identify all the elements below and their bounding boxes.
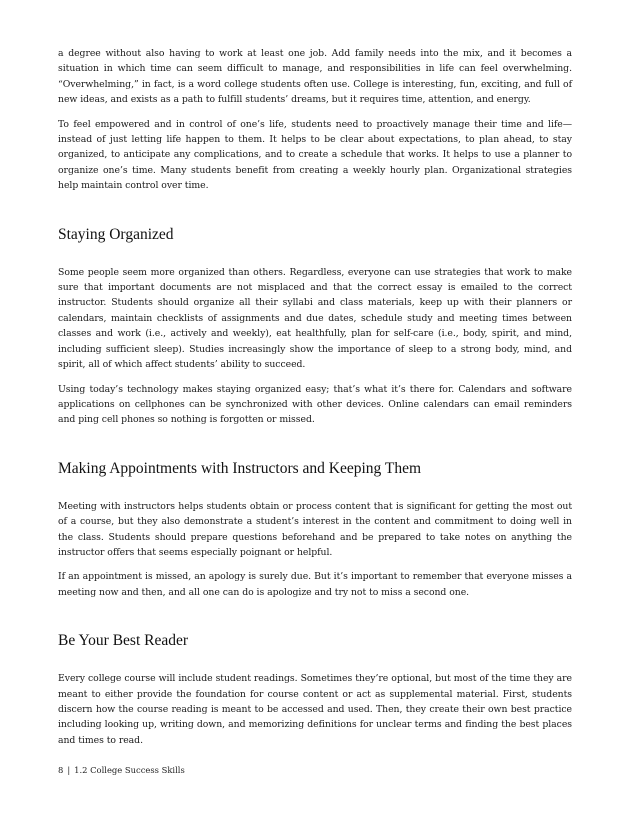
section-heading-best-reader: Be Your Best Reader (58, 632, 189, 650)
intro-paragraph-2: To feel empowered and in control of one’s life, students need to proactively manage their time and life—instead of just letting life happen to them. It helps to be clear about expectations, to plan ahead, to stay organized, to anticipate any complications, and to create a schedule that works. It helps to use a planner to organize one’s time. Many students benefit from creating a weekly hourly plan. Organizational strategies help maintain control over time. (58, 118, 572, 192)
section-heading-staying-organized: Staying Organized (58, 225, 174, 243)
making-appointments-paragraph-2: If an appointment is missed, an apology is surely due. But it’s important to remember that everyone misses a meeting now and then, and all one can do is apologize and try not to miss a second one. (58, 571, 572, 598)
section-heading-making-appointments: Making Appointments with Instructors and Keeping Them (58, 459, 422, 477)
making-appointments-paragraph-1: Meeting with instructors helps students obtain or process content that is significant for getting the most out of a course, but they also demonstrate a student’s interest in the content and commitment to doing well in the class. Students should prepare questions beforehand and be prepared to take notes on anything the instructor offers that seems especially poignant or helpful. (58, 500, 572, 558)
best-reader-paragraph-1: Every college course will include student readings. Sometimes they’re optional, but most of the time they are meant to either provide the foundation for course content or act as supplemental material. First, students discern how the course reading is meant to be accessed and used. Then, they create their own best practice including looking up, writing down, and memorizing definitions for unclear terms and finding the best places and times to read. (58, 673, 572, 746)
intro-paragraph-1: a degree without also having to work at least one job. Add family needs into the mix, and it becomes a situation in which time can seem difficult to manage, and responsibilities in life can feel overwhelming. “Overwhelming,” in fact, is a word college students often use. College is interesting, fun, exciting, and full of new ideas, and exists as a path to fulfill students’ dreams, but it requires time, attention, and energy. (58, 48, 572, 106)
chapter-title: 1.2 College Success Skills (74, 765, 185, 775)
page-number: 8 (58, 765, 64, 775)
staying-organized-paragraph-1: Some people seem more organized than others. Regardless, everyone can use strategies that work to make sure that important documents are not misplaced and that the correct essay is emailed to the correct instructor. Students should organize all their syllabi and class materials, keep up with their planners or calendars, maintain checklists of assignments and due dates, schedule study and meeting times between classes and work (i.e., actively and weekly), eat healthfully, plan for self-care (i.e., body, spirit, and mind, including sufficient sleep). Studies increasingly show the importance of sleep to a strong body, mind, and spirit, all of which affect students’ ability to succeed. (58, 266, 572, 371)
staying-organized-paragraph-2: Using today’s technology makes staying organized easy; that’s what it’s there for. Calendars and software applications on cellphones can be synchronized with other devices. Online calendars can email reminders and ping cell phones so nothing is forgotten or missed. (58, 383, 572, 426)
document-page (58, 46, 572, 757)
page-footer (58, 765, 185, 775)
footer-separator: | (67, 765, 71, 775)
